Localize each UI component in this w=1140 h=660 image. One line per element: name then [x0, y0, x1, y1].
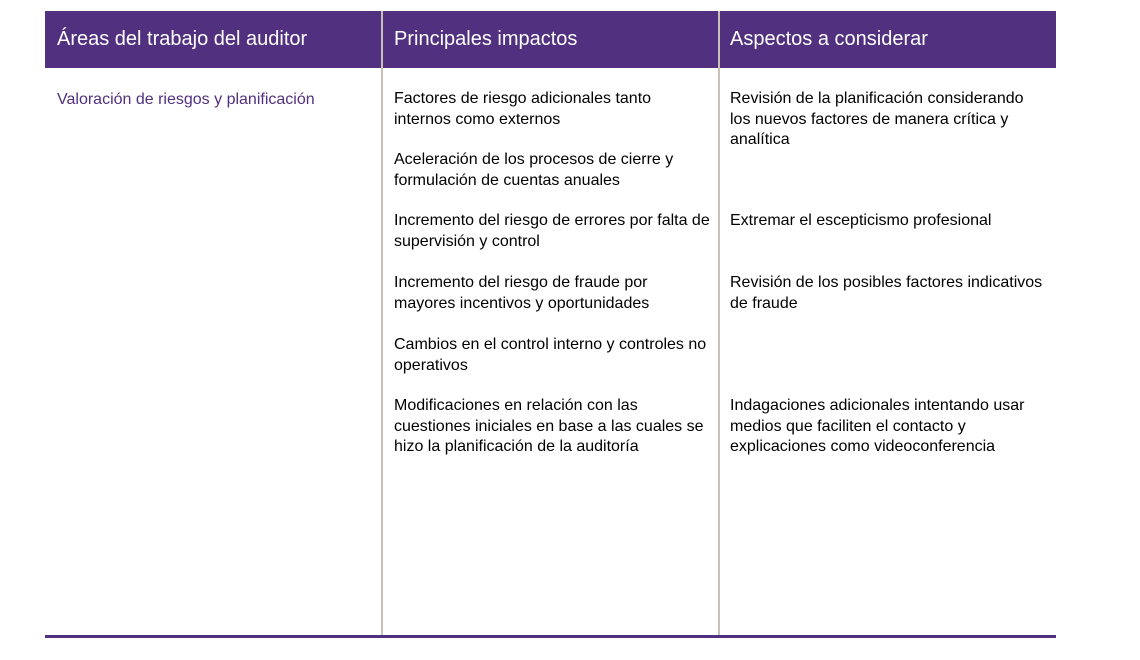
- area-label: Valoración de riesgos y planificación: [57, 91, 315, 108]
- consideration-item: Indagaciones adicionales intentando usar medios que faciliten el contacto y explicaciones como videoconferencia: [730, 397, 1025, 455]
- audit-impacts-table: [45, 11, 1056, 638]
- column-divider: [381, 11, 383, 636]
- impact-item: Modificaciones en relación con las cuestiones iniciales en base a las cuales se hizo la planificación de la auditoría: [394, 397, 704, 455]
- table-header: [45, 11, 1056, 68]
- consideration-item: Revisión de la planificación considerando los nuevos factores de manera crítica y analítica: [730, 90, 1024, 148]
- consideration-item: Revisión de los posibles factores indicativos de fraude: [730, 274, 1043, 312]
- impact-item: Aceleración de los procesos de cierre y formulación de cuentas anuales: [394, 151, 674, 189]
- column-divider: [718, 11, 720, 636]
- impact-item: Incremento del riesgo de fraude por mayores incentivos y oportunidades: [394, 274, 650, 312]
- header-areas: Áreas del trabajo del auditor: [57, 28, 308, 50]
- header-considerations: Aspectos a considerar: [730, 28, 928, 50]
- impact-item: Factores de riesgo adicionales tanto internos como externos: [394, 90, 652, 128]
- bottom-rule: [45, 635, 1056, 638]
- impact-item: Cambios en el control interno y controles no operativos: [394, 336, 707, 374]
- impact-item: Incremento del riesgo de errores por falta de supervisión y control: [394, 212, 710, 250]
- header-impacts: Principales impactos: [394, 28, 578, 50]
- consideration-item: Extremar el escepticismo profesional: [730, 212, 992, 229]
